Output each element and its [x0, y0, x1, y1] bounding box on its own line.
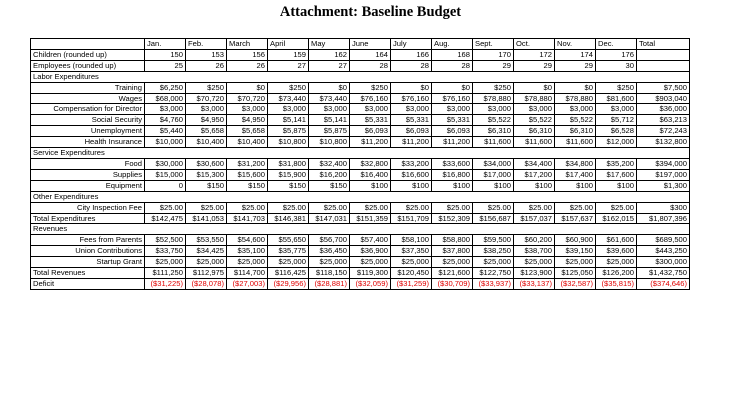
value-cell: $25.00 [473, 202, 514, 213]
month-header: Sept. [473, 39, 514, 50]
value-cell: $60,900 [555, 235, 596, 246]
row-label: Food [31, 158, 145, 169]
header-corner-cell [31, 39, 145, 50]
page-title: Attachment: Baseline Budget [279, 4, 462, 20]
value-cell: $3,000 [596, 104, 637, 115]
value-cell: 0 [145, 180, 186, 191]
value-cell: $25.00 [555, 202, 596, 213]
value-cell: $25.00 [145, 202, 186, 213]
value-cell: $4,950 [227, 115, 268, 126]
value-cell: $250 [473, 82, 514, 93]
value-cell: $11,600 [473, 137, 514, 148]
value-cell: $5,440 [145, 126, 186, 137]
value-cell: $76,160 [391, 93, 432, 104]
value-cell: $38,250 [473, 246, 514, 257]
month-header: Aug. [432, 39, 473, 50]
month-header: Feb. [186, 39, 227, 50]
table-row [31, 213, 690, 224]
value-cell: $11,200 [350, 137, 391, 148]
value-cell: 29 [555, 60, 596, 71]
value-cell: $5,658 [186, 126, 227, 137]
value-cell: $17,600 [596, 169, 637, 180]
value-cell: $37,800 [432, 246, 473, 257]
value-cell: ($27,003) [227, 278, 268, 289]
value-cell: ($28,078) [186, 278, 227, 289]
value-cell: $120,450 [391, 268, 432, 279]
row-label: Children (rounded up) [31, 49, 145, 60]
value-cell: $35,200 [596, 158, 637, 169]
value-cell: $6,093 [391, 126, 432, 137]
value-cell: $5,522 [473, 115, 514, 126]
row-label: Training [31, 82, 145, 93]
value-cell: $10,800 [309, 137, 350, 148]
row-label: Fees from Parents [31, 235, 145, 246]
value-cell: $100 [514, 180, 555, 191]
value-cell: $16,400 [350, 169, 391, 180]
value-cell: $126,200 [596, 268, 637, 279]
value-cell: $25.00 [227, 202, 268, 213]
value-cell: $6,310 [473, 126, 514, 137]
value-cell: $116,425 [268, 268, 309, 279]
value-cell: 156 [227, 49, 268, 60]
table-row [31, 180, 690, 191]
value-cell: $6,250 [145, 82, 186, 93]
section-label: Revenues [31, 224, 690, 235]
value-cell: $162,015 [596, 213, 637, 224]
value-cell: $25,000 [473, 257, 514, 268]
value-cell: $54,600 [227, 235, 268, 246]
value-cell: $39,600 [596, 246, 637, 257]
month-header: Oct. [514, 39, 555, 50]
section-row [31, 191, 690, 202]
value-cell: 168 [432, 49, 473, 60]
value-cell: $76,160 [350, 93, 391, 104]
value-cell: $0 [514, 82, 555, 93]
value-cell: $55,650 [268, 235, 309, 246]
row-label: Total Expenditures [31, 213, 145, 224]
table-row [31, 82, 690, 93]
value-cell: $59,500 [473, 235, 514, 246]
value-cell: 28 [391, 60, 432, 71]
value-cell: ($31,259) [391, 278, 432, 289]
value-cell: $78,880 [473, 93, 514, 104]
total-cell: $300 [637, 202, 690, 213]
row-label: Startup Grant [31, 257, 145, 268]
value-cell: $25.00 [186, 202, 227, 213]
value-cell: ($33,937) [473, 278, 514, 289]
value-cell: $11,200 [391, 137, 432, 148]
row-label: Supplies [31, 169, 145, 180]
month-header: July [391, 39, 432, 50]
table-row [31, 60, 690, 71]
value-cell: $100 [473, 180, 514, 191]
value-cell: $57,400 [350, 235, 391, 246]
value-cell: $30,600 [186, 158, 227, 169]
month-header: May [309, 39, 350, 50]
value-cell: 29 [473, 60, 514, 71]
section-label: Other Expenditures [31, 191, 690, 202]
value-cell: $58,100 [391, 235, 432, 246]
value-cell: $58,800 [432, 235, 473, 246]
value-cell: ($31,225) [145, 278, 186, 289]
value-cell: $6,310 [555, 126, 596, 137]
value-cell: $0 [309, 82, 350, 93]
value-cell: $70,720 [186, 93, 227, 104]
value-cell: $10,000 [145, 137, 186, 148]
value-cell: $25,000 [391, 257, 432, 268]
value-cell: $35,100 [227, 246, 268, 257]
value-cell: ($35,815) [596, 278, 637, 289]
value-cell: $5,522 [555, 115, 596, 126]
value-cell: $157,037 [514, 213, 555, 224]
value-cell: $141,053 [186, 213, 227, 224]
value-cell: $25,000 [514, 257, 555, 268]
value-cell: $151,709 [391, 213, 432, 224]
value-cell: $6,528 [596, 126, 637, 137]
value-cell: $250 [268, 82, 309, 93]
value-cell: $125,050 [555, 268, 596, 279]
table-row [31, 202, 690, 213]
value-cell: $37,350 [391, 246, 432, 257]
value-cell: $73,440 [309, 93, 350, 104]
value-cell: $17,000 [473, 169, 514, 180]
value-cell: $5,712 [596, 115, 637, 126]
value-cell: $3,000 [268, 104, 309, 115]
deficit-row [31, 278, 690, 289]
total-cell: ($374,646) [637, 278, 690, 289]
month-header: March [227, 39, 268, 50]
value-cell: $5,331 [391, 115, 432, 126]
month-header: April [268, 39, 309, 50]
row-label: Employees (rounded up) [31, 60, 145, 71]
value-cell: $150 [268, 180, 309, 191]
value-cell: $78,880 [514, 93, 555, 104]
value-cell: $16,200 [309, 169, 350, 180]
value-cell: $70,720 [227, 93, 268, 104]
value-cell: $5,331 [432, 115, 473, 126]
value-cell: $142,475 [145, 213, 186, 224]
section-label: Labor Expenditures [31, 71, 690, 82]
table-row [31, 49, 690, 60]
total-cell: $63,213 [637, 115, 690, 126]
value-cell: 29 [514, 60, 555, 71]
section-row [31, 224, 690, 235]
value-cell: $3,000 [555, 104, 596, 115]
row-label: Wages [31, 93, 145, 104]
value-cell: $5,331 [350, 115, 391, 126]
value-cell: $34,400 [514, 158, 555, 169]
value-cell: $122,750 [473, 268, 514, 279]
value-cell: $35,775 [268, 246, 309, 257]
section-label: Service Expenditures [31, 148, 690, 159]
table-row [31, 268, 690, 279]
total-cell: $7,500 [637, 82, 690, 93]
value-cell: $25,000 [555, 257, 596, 268]
value-cell: 30 [596, 60, 637, 71]
section-row [31, 71, 690, 82]
value-cell: $33,600 [432, 158, 473, 169]
month-header: Dec. [596, 39, 637, 50]
value-cell: $12,000 [596, 137, 637, 148]
value-cell: $25,000 [145, 257, 186, 268]
value-cell: $141,703 [227, 213, 268, 224]
value-cell: 172 [514, 49, 555, 60]
value-cell: $15,300 [186, 169, 227, 180]
total-cell [637, 49, 690, 60]
value-cell: $3,000 [350, 104, 391, 115]
value-cell: 162 [309, 49, 350, 60]
value-cell: $3,000 [227, 104, 268, 115]
budget-table [30, 38, 690, 290]
value-cell: 153 [186, 49, 227, 60]
value-cell: $10,400 [186, 137, 227, 148]
total-cell: $132,800 [637, 137, 690, 148]
value-cell: $25,000 [227, 257, 268, 268]
value-cell: $111,250 [145, 268, 186, 279]
value-cell: $81,600 [596, 93, 637, 104]
value-cell: $5,658 [227, 126, 268, 137]
value-cell: $32,800 [350, 158, 391, 169]
value-cell: 25 [145, 60, 186, 71]
total-cell: $443,250 [637, 246, 690, 257]
value-cell: $121,600 [432, 268, 473, 279]
value-cell: $34,000 [473, 158, 514, 169]
value-cell: $25.00 [514, 202, 555, 213]
value-cell: $73,440 [268, 93, 309, 104]
total-cell: $394,000 [637, 158, 690, 169]
table-row [31, 246, 690, 257]
value-cell: $16,800 [432, 169, 473, 180]
total-cell [637, 60, 690, 71]
value-cell: $10,800 [268, 137, 309, 148]
value-cell: $11,600 [514, 137, 555, 148]
value-cell: $6,093 [432, 126, 473, 137]
value-cell: $17,200 [514, 169, 555, 180]
table-row [31, 115, 690, 126]
value-cell: 159 [268, 49, 309, 60]
value-cell: $150 [227, 180, 268, 191]
row-label: Equipment [31, 180, 145, 191]
value-cell: $32,400 [309, 158, 350, 169]
value-cell: $123,900 [514, 268, 555, 279]
value-cell: $5,141 [268, 115, 309, 126]
value-cell: $68,000 [145, 93, 186, 104]
total-cell: $36,000 [637, 104, 690, 115]
value-cell: $5,141 [309, 115, 350, 126]
value-cell: $0 [555, 82, 596, 93]
value-cell: ($30,709) [432, 278, 473, 289]
value-cell: $146,381 [268, 213, 309, 224]
value-cell: 164 [350, 49, 391, 60]
value-cell: $31,200 [227, 158, 268, 169]
value-cell: $60,200 [514, 235, 555, 246]
value-cell: $15,900 [268, 169, 309, 180]
value-cell: $100 [350, 180, 391, 191]
value-cell: 26 [186, 60, 227, 71]
table-row [31, 137, 690, 148]
total-cell: $72,243 [637, 126, 690, 137]
value-cell: $33,750 [145, 246, 186, 257]
value-cell: $3,000 [391, 104, 432, 115]
row-label: Social Security [31, 115, 145, 126]
row-label: Compensation for Director [31, 104, 145, 115]
row-label: Total Revenues [31, 268, 145, 279]
value-cell: ($29,956) [268, 278, 309, 289]
value-cell: $25.00 [268, 202, 309, 213]
value-cell: 28 [432, 60, 473, 71]
row-label: City Inspection Fee [31, 202, 145, 213]
total-header: Total [637, 39, 690, 50]
value-cell: $76,160 [432, 93, 473, 104]
row-label: Union Contributions [31, 246, 145, 257]
row-label: Unemployment [31, 126, 145, 137]
total-cell: $1,432,750 [637, 268, 690, 279]
value-cell: $15,600 [227, 169, 268, 180]
total-cell: $300,000 [637, 257, 690, 268]
value-cell: $5,522 [514, 115, 555, 126]
value-cell: $10,400 [227, 137, 268, 148]
value-cell: $34,425 [186, 246, 227, 257]
budget-table-body [31, 39, 690, 290]
value-cell: $25,000 [596, 257, 637, 268]
header-row [31, 39, 690, 50]
row-label: Health Insurance [31, 137, 145, 148]
value-cell: $25,000 [432, 257, 473, 268]
value-cell: $0 [391, 82, 432, 93]
value-cell: $39,150 [555, 246, 596, 257]
value-cell: $100 [555, 180, 596, 191]
value-cell: $3,000 [309, 104, 350, 115]
value-cell: $25.00 [432, 202, 473, 213]
value-cell: $36,450 [309, 246, 350, 257]
value-cell: $4,950 [186, 115, 227, 126]
value-cell: $151,359 [350, 213, 391, 224]
value-cell: $100 [596, 180, 637, 191]
month-header: Jan. [145, 39, 186, 50]
value-cell: $61,600 [596, 235, 637, 246]
value-cell: 170 [473, 49, 514, 60]
value-cell: $3,000 [145, 104, 186, 115]
value-cell: $250 [596, 82, 637, 93]
total-cell: $1,807,396 [637, 213, 690, 224]
value-cell: $5,875 [309, 126, 350, 137]
value-cell: $0 [432, 82, 473, 93]
value-cell: $156,687 [473, 213, 514, 224]
value-cell: $152,309 [432, 213, 473, 224]
value-cell: $30,000 [145, 158, 186, 169]
table-row [31, 235, 690, 246]
value-cell: $25,000 [309, 257, 350, 268]
value-cell: $25.00 [391, 202, 432, 213]
value-cell: ($32,587) [555, 278, 596, 289]
value-cell: $100 [391, 180, 432, 191]
table-row [31, 257, 690, 268]
value-cell: $250 [350, 82, 391, 93]
total-cell: $903,040 [637, 93, 690, 104]
value-cell: $3,000 [473, 104, 514, 115]
value-cell: $17,400 [555, 169, 596, 180]
table-row [31, 169, 690, 180]
value-cell: $118,150 [309, 268, 350, 279]
table-row [31, 104, 690, 115]
value-cell: 27 [268, 60, 309, 71]
month-header: Nov. [555, 39, 596, 50]
value-cell: $147,031 [309, 213, 350, 224]
value-cell: $34,800 [555, 158, 596, 169]
value-cell: $5,875 [268, 126, 309, 137]
value-cell: $16,600 [391, 169, 432, 180]
total-cell: $197,000 [637, 169, 690, 180]
value-cell: 174 [555, 49, 596, 60]
section-row [31, 148, 690, 159]
value-cell: $33,200 [391, 158, 432, 169]
table-row [31, 93, 690, 104]
value-cell: $114,700 [227, 268, 268, 279]
value-cell: $3,000 [186, 104, 227, 115]
value-cell: $157,637 [555, 213, 596, 224]
value-cell: $78,880 [555, 93, 596, 104]
value-cell: $15,000 [145, 169, 186, 180]
value-cell: $38,700 [514, 246, 555, 257]
value-cell: 166 [391, 49, 432, 60]
value-cell: $150 [186, 180, 227, 191]
value-cell: $0 [227, 82, 268, 93]
total-cell: $689,500 [637, 235, 690, 246]
value-cell: 28 [350, 60, 391, 71]
value-cell: $52,500 [145, 235, 186, 246]
value-cell: ($33,137) [514, 278, 555, 289]
value-cell: $25.00 [350, 202, 391, 213]
value-cell: 26 [227, 60, 268, 71]
value-cell: $6,093 [350, 126, 391, 137]
value-cell: $4,760 [145, 115, 186, 126]
value-cell: 27 [309, 60, 350, 71]
value-cell: $25.00 [309, 202, 350, 213]
value-cell: ($28,881) [309, 278, 350, 289]
table-row [31, 126, 690, 137]
value-cell: $150 [309, 180, 350, 191]
value-cell: 150 [145, 49, 186, 60]
value-cell: $112,975 [186, 268, 227, 279]
value-cell: $25,000 [268, 257, 309, 268]
value-cell: $53,550 [186, 235, 227, 246]
value-cell: $100 [432, 180, 473, 191]
value-cell: ($32,059) [350, 278, 391, 289]
row-label: Deficit [31, 278, 145, 289]
value-cell: $3,000 [514, 104, 555, 115]
value-cell: $56,700 [309, 235, 350, 246]
value-cell: $11,600 [555, 137, 596, 148]
total-cell: $1,300 [637, 180, 690, 191]
value-cell: $36,900 [350, 246, 391, 257]
value-cell: $25,000 [350, 257, 391, 268]
value-cell: $3,000 [432, 104, 473, 115]
value-cell: $25.00 [596, 202, 637, 213]
value-cell: $25,000 [186, 257, 227, 268]
table-row [31, 158, 690, 169]
value-cell: $11,200 [432, 137, 473, 148]
month-header: June [350, 39, 391, 50]
value-cell: $31,800 [268, 158, 309, 169]
value-cell: $119,300 [350, 268, 391, 279]
value-cell: $6,310 [514, 126, 555, 137]
value-cell: 176 [596, 49, 637, 60]
value-cell: $250 [186, 82, 227, 93]
